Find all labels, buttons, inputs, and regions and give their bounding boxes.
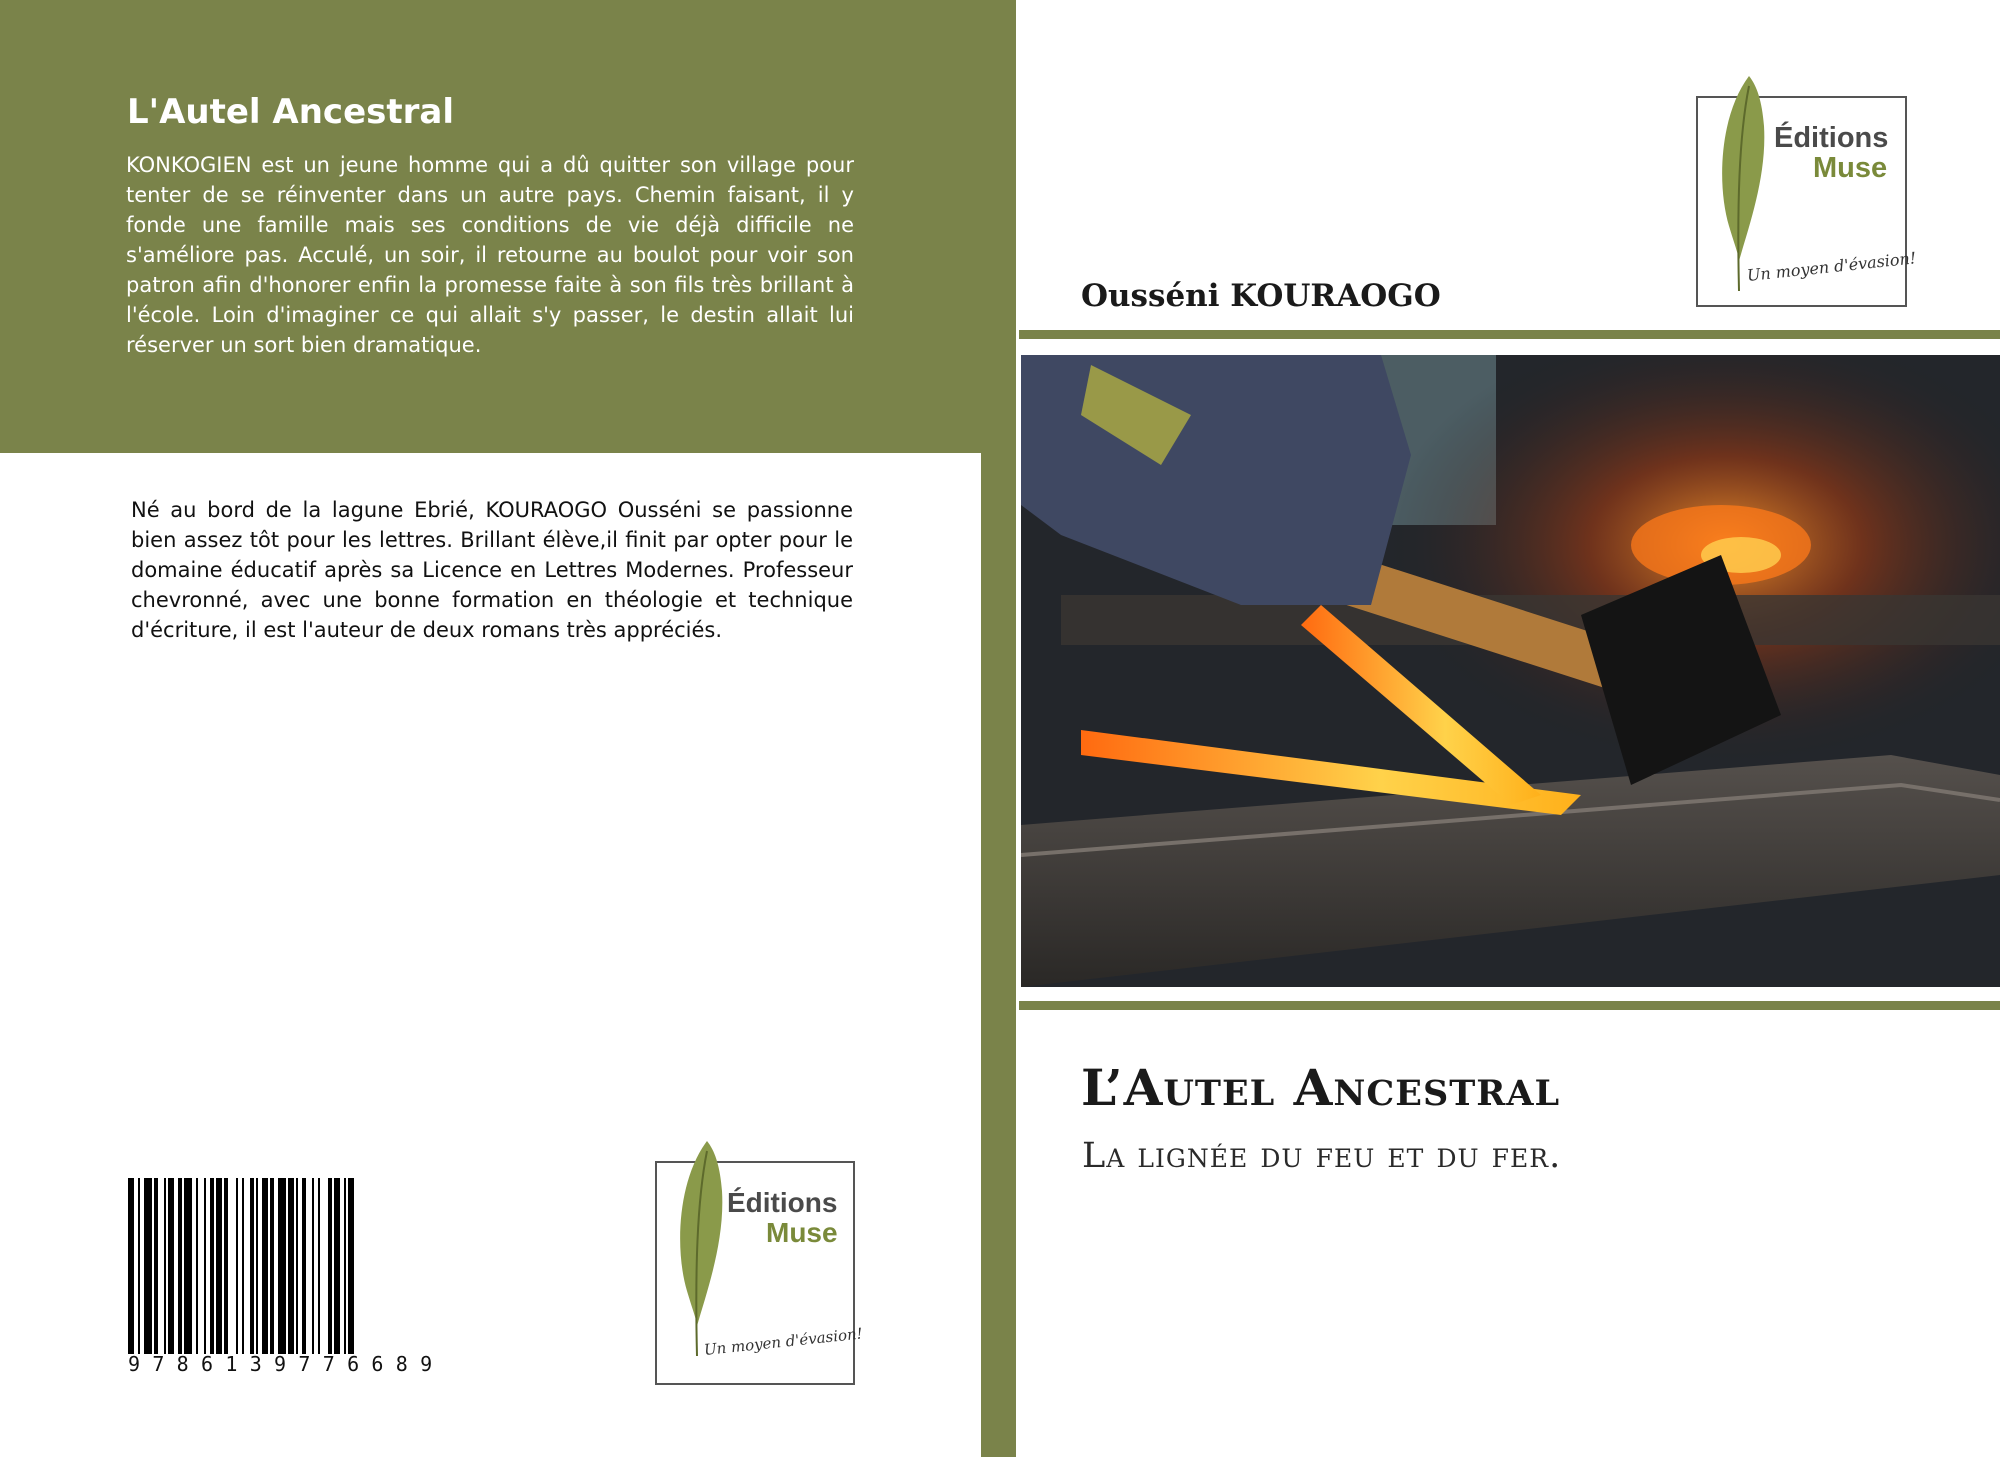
barcode-gap xyxy=(320,1178,328,1354)
front-author-name: Ousséni KOURAOGO xyxy=(1081,278,1441,314)
cover-photo xyxy=(1021,355,2000,987)
feather-icon xyxy=(667,1141,737,1371)
barcode-bar xyxy=(144,1178,152,1354)
barcode-bars xyxy=(128,1178,458,1354)
publisher-name-line1: Éditions xyxy=(1774,122,1889,154)
divider-rule xyxy=(1019,1001,2000,1010)
author-biography: Né au bord de la lagune Ebrié, KOURAOGO Ousséni se passionne bien assez tôt pour les lettres. Brillant élève,il finit par opter pour le domaine éducatif après sa Licence en Lettres Modernes. Professeur chevronné, avec une bonne formation en théologie et technique d'écriture, il est l'auteur de deux romans très appréciés. xyxy=(131,498,853,642)
publisher-tagline: Un moyen d'évasion! xyxy=(1746,248,1918,285)
publisher-name-line1: Éditions xyxy=(727,1187,838,1218)
barcode-bar xyxy=(184,1178,192,1354)
publisher-logo-front xyxy=(1696,96,1918,307)
publisher-name-line2: Muse xyxy=(1813,152,1888,184)
front-cover-subtitle: La lignée du feu et du fer. xyxy=(1082,1136,1562,1176)
barcode-gap xyxy=(228,1178,236,1354)
blacksmith-forging-icon xyxy=(1021,355,2000,987)
isbn-digits: 9786139776689 xyxy=(128,1352,445,1376)
barcode-bar xyxy=(278,1178,286,1354)
publisher-name-line2: Muse xyxy=(766,1217,838,1248)
publisher-logo-back xyxy=(655,1161,864,1385)
back-cover-title: L'Autel Ancestral xyxy=(127,92,454,132)
front-cover-title: L’Autel Ancestral xyxy=(1081,1058,1561,1117)
book-spine xyxy=(981,453,1016,1457)
back-cover-blurb: KONKOGIEN est un jeune homme qui a dû quitter son village pour tenter de se réinventer dans un autre pays. Chemin faisant, il y fonde une famille mais ses conditions de vie déjà difficile ne s'améliore pas. Acculé, un soir, il retourne au boulot pour voir son patron afin d'honorer enfin la promesse faite à son fils très brillant à l'école. Loin d'imaginer ce qui allait s'y passer, le destin allait lui réserver un sort bien dramatique. xyxy=(126,153,854,357)
divider-rule xyxy=(1019,330,2000,339)
isbn-barcode xyxy=(128,1178,458,1378)
publisher-tagline: Un moyen d'évasion! xyxy=(703,1324,864,1359)
barcode-bar xyxy=(348,1178,354,1354)
